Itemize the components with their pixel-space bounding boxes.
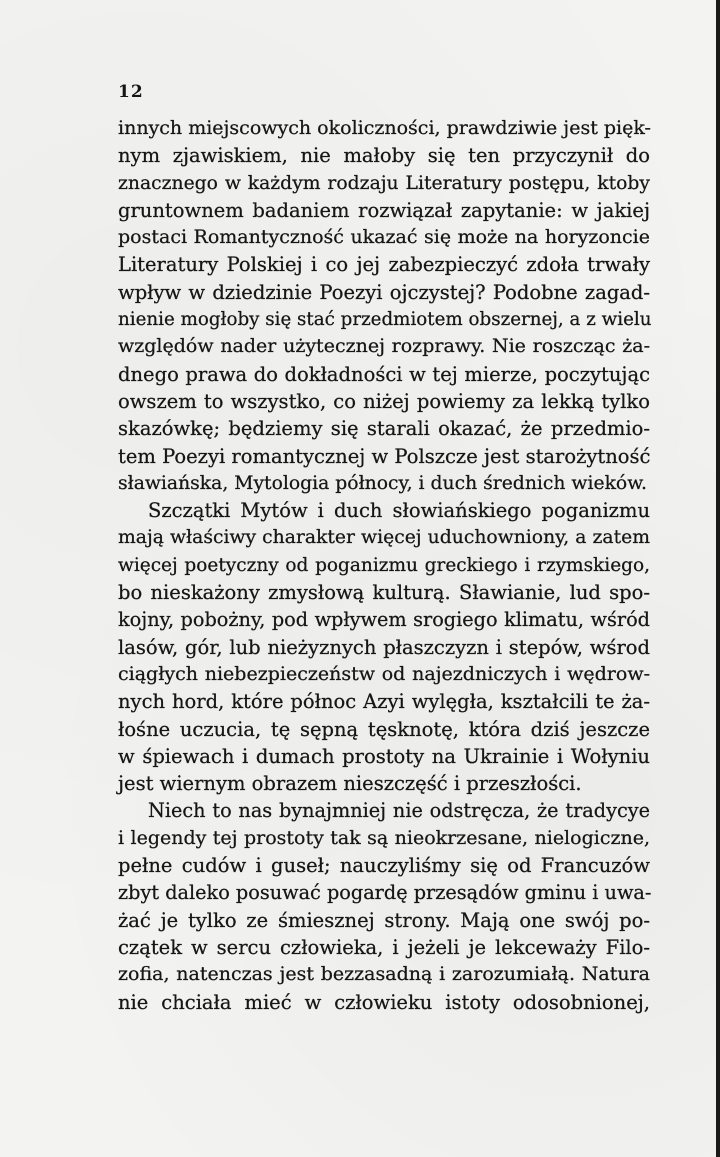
text-line: pełne cudów i guseł; nauczyliśmy się od Francuzów	[118, 854, 650, 878]
paragraph-end-line: jest wiernym obrazem nieszczęść i przeszłości.	[118, 772, 582, 796]
text-line: nie chciała mieć w człowieku istoty odosobnionej,	[118, 990, 650, 1014]
body-text	[118, 115, 650, 1016]
text-line: nych hord, które północ Azyi wylęgła, kształcili te ża-	[118, 690, 650, 714]
text-line: znacznego w każdym rodzaju Literatury postępu, ktoby	[118, 172, 650, 194]
scan-edge	[716, 0, 720, 1157]
text-line: łośne uczucia, tę sępną tęsknotę, która dziś jeszcze	[118, 717, 650, 741]
page-number: 12	[118, 82, 144, 102]
text-line: skazówkę; będziemy się starali okazać, że przedmio-	[118, 417, 650, 441]
text-line: względów nader użytecznej rozprawy. Nie roszcząc ża-	[118, 335, 650, 358]
text-line: Literatury Polskiej i co jej zabezpieczyć zdoła trwały	[118, 253, 650, 277]
paragraph-end-line: sławiańska, Mytologia północy, i duch średnich wieków.	[118, 472, 648, 494]
text-line: postaci Romantyczność ukazać się może na horyzoncie	[118, 226, 650, 249]
text-line: kojny, pobożny, pod wpływem srogiego klimatu, wśród	[118, 608, 650, 632]
text-line: dnego prawa do dokładności w tej mierze, poczytując	[118, 362, 650, 386]
text-line: nym zjawiskiem, nie małoby się ten przyczynił do	[118, 144, 650, 168]
text-line: mają właściwy charakter więcej uduchowniony, a zatem	[118, 527, 650, 549]
text-line: w śpiewach i dumach prostoty na Ukrainie i Wołyniu	[118, 744, 650, 768]
text-line: czątek w sercu człowieka, i jeżeli je lekceważy Filo-	[118, 935, 650, 959]
text-line: nienie mogłoby się stać przedmiotem obszernej, a z wielu	[118, 309, 652, 331]
text-line: innych miejscowych okoliczności, prawdziwie jest pięk-	[118, 117, 651, 139]
text-line: zofia, natenczas jest bezzasadną i zarozumiałą. Natura	[118, 963, 650, 986]
text-line: tem Poezyi romantycznej w Polszcze jest starożytność	[118, 444, 651, 468]
paragraph-start-line: Niech to nas bynajmniej nie odstręcza, że tradycye	[148, 799, 650, 823]
text-line: i legendy tej prostoty tak są nieokrzesane, nielogiczne,	[118, 826, 650, 849]
text-line: gruntownem badaniem rozwiązał zapytanie: w jakiej	[118, 198, 650, 222]
text-line: ciągłych niebezpieczeństw od najezdniczych i wędrow-	[118, 662, 650, 685]
text-line: bo nieskażony zmysłową kulturą. Sławianie, lud spo-	[118, 581, 650, 605]
text-line: więcej poetyczny od poganizmu greckiego i rzymskiego,	[118, 554, 650, 576]
text-line: wpływ w dziedzinie Poezyi ojczystej? Podobne zagad-	[118, 280, 650, 304]
text-line: zbyt daleko posuwać pogardę przesądów gminu i uwa-	[118, 881, 652, 905]
text-line: lasów, gór, lub nieżyznych płaszczyzn i stepów, wśrod	[118, 635, 650, 659]
paragraph-start-line: Szczątki Mytów i duch słowiańskiego poganizmu	[148, 499, 650, 523]
text-line: żać je tylko ze śmiesznej strony. Mają one swój po-	[118, 908, 650, 932]
text-line: owszem to wszystko, co niżej powiemy za lekką tylko	[118, 389, 650, 413]
